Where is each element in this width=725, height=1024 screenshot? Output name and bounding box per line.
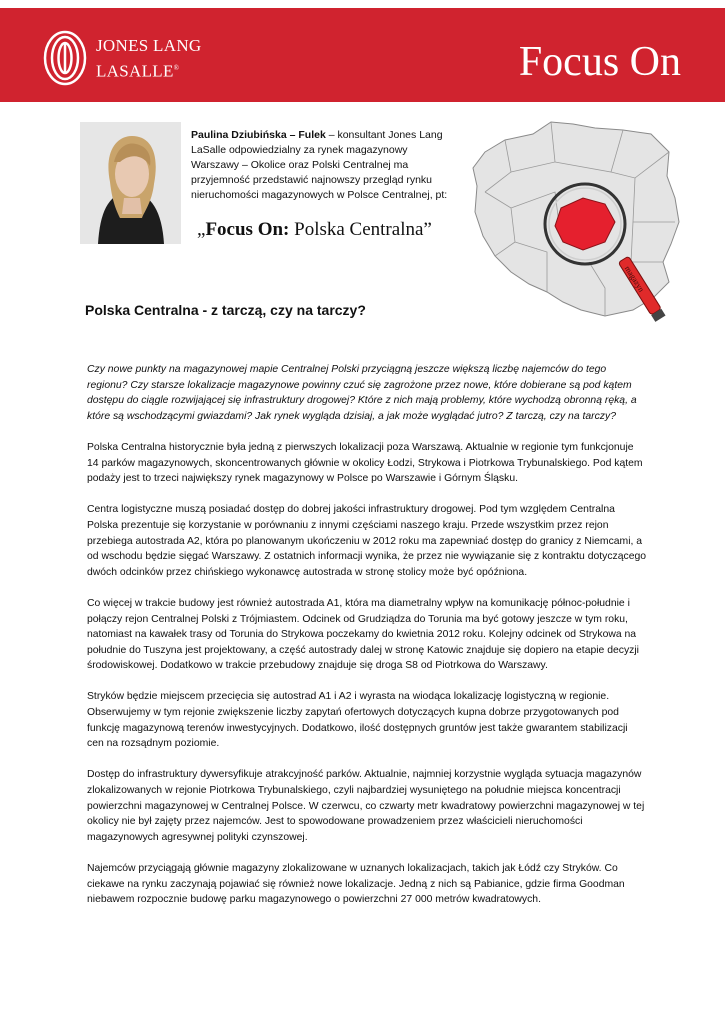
paragraph: Stryków będzie miejscem przecięcia się autostrad A1 i A2 i wyrasta na wiodąca lokalizację logistyczną w regionie. Obserwujemy w tym rejonie zwiększenie liczby zapytań ofertowych dotyczących kupna dobrze przygotowanych pod funkcję magazynową terenów inwestycyjnych. Dodatkowo, ilość dostępnych gruntów jest także gwarantem stabilizacji cen na rozsądnym poziomie. [87,691,628,750]
author-name: Paulina Dziubińska – Fulek [191,129,326,141]
author-intro [191,128,449,203]
author-intro-text: – konsultant Jones Lang LaSalle odpowiedzialny za rynek magazynowy Warszawy – Okolice oraz Polski Centralnej ma przyjemność przedstawić najnowszy przegląd rynku nieruchomości magazynowych w Polsce Centralnej, pt: [191,129,448,201]
jll-logo-text [96,35,201,83]
logo-line-2-text: LASALLE [96,61,174,81]
header-banner [0,8,725,102]
article-body [87,362,647,923]
paragraph: Dostęp do infrastruktury dywersyfikuje atrakcyjność parków. Aktualnie, najmniej korzystnie wygląda sytuacja magazynów zlokalizowanych w rejonie Piotrkowa Trybunalskiego, czyli najbardziej wysuniętego na południe miejsca koncentracji powierzchni magazynowej w Centralnej Polsce. W czerwcu, co czwarty metr kwadratowy powierzchni magazynowej w tej okolicy nie był zajęty przez najemców. Jest to spowodowane prowadzeniem przez właścicieli nieruchomości magazynowych agresywnej polityki czynszowej. [87,769,645,843]
logo-line-2 [96,57,201,83]
registered-mark: ® [173,64,180,72]
publication-title [197,219,432,241]
publication-title-bold: Focus On: [205,219,290,240]
logo-line-1: JONES LANG [96,36,202,55]
jll-logo-icon [42,30,88,86]
poland-map [455,112,695,332]
paragraph: Najemców przyciągają głównie magazyny zlokalizowane w uznanych lokalizacjach, takich jak Łódź czy Stryków. Co ciekawe na rynku zaczynają pojawiać się również nowe lokalizacje. Jedną z nich są Pabianice, gdzie firma Goodman niebawem rozpocznie budowę parku magazynowego o powierzchni 27 000 metrów kwadratowych. [87,863,625,906]
lead-paragraph: Czy nowe punkty na magazynowej mapie Centralnej Polski przyciągną jeszcze większą liczbę najemców do tego regionu? Czy starsze lokalizacje magazynowe powinny czuć się zagrożone przez nowe, które dobierane są pod kątem dostępu do ciągle rozwijającej się infrastruktury drogowej? Które z nich mają problemy, które wychodzą obronną ręką, a które są wschodzącymi gwiazdami? Jak rynek wygląda dzisiaj, a jak może wyglądać jutro? Z tarczą, czy na tarczy? [87,364,637,422]
paragraph: Polska Centralna historycznie była jedną z pierwszych lokalizacji poza Warszawą. Aktualnie w regionie tym funkcjonuje 14 parków magazynowych, skoncentrowanych głównie w okolicy Łodzi, Strykowa i Piotrkowa Trybunalskiego. Pod kątem podaży jest to trzeci największy rynek magazynowy w Polsce po Warszawie i Górnym Śląsku. [87,441,643,485]
paragraph: Co więcej w trakcie budowy jest również autostrada A1, która ma diametralny wpływ na komunikację północ-południe i połączy rejon Centralnej Polski z Trójmiastem. Odcinek od Grudziądza do Torunia ma być gotowy jeszcze w tym roku, natomiast na kawałek trasy od Torunia do Strykowa poczekamy do kwietnia 2012 roku. Kolejny odcinek od Strykowa na południe do Tuszyna jest projektowany, a część autostrady dalej w stronę Katowic znajduje się dopiero na etapie decyzji środowiskowej. Dodatkowo w trakcie przebudowy znajduje się droga S8 od Piotrkowa do Warszawy. [87,597,639,672]
publication-title-rest: Polska Centralna” [289,219,432,240]
paragraph: Centra logistyczne muszą posiadać dostęp do dobrej jakości infrastruktury drogowej. Pod tym względem Centralna Polska prezentuje się korzystanie w porównaniu z innymi częściami naszego kraju. Przede wszystkim przez rejon przebiega autostrada A2, która po planowanym ukończeniu w 2012 roku ma zapewniać dostęp do granicy z Niemcami, a od wschodu będzie sięgać Warszawy. Z ostatnich informacji wynika, że przez nie wywiązanie się z kontraktu dotyczącego dwóch odcinków przez chińskiego wykonawcę autostrada w stronę stolicy może być opóźniona. [87,504,647,578]
author-portrait-icon [80,122,181,244]
banner-title: Focus On [518,39,681,85]
publication-title-open-quote: „ [197,219,206,240]
author-photo [80,122,181,244]
magnifier-label: magazyn [622,264,646,294]
section-title: Polska Centralna - z tarczą, czy na tarczy? [85,302,366,318]
